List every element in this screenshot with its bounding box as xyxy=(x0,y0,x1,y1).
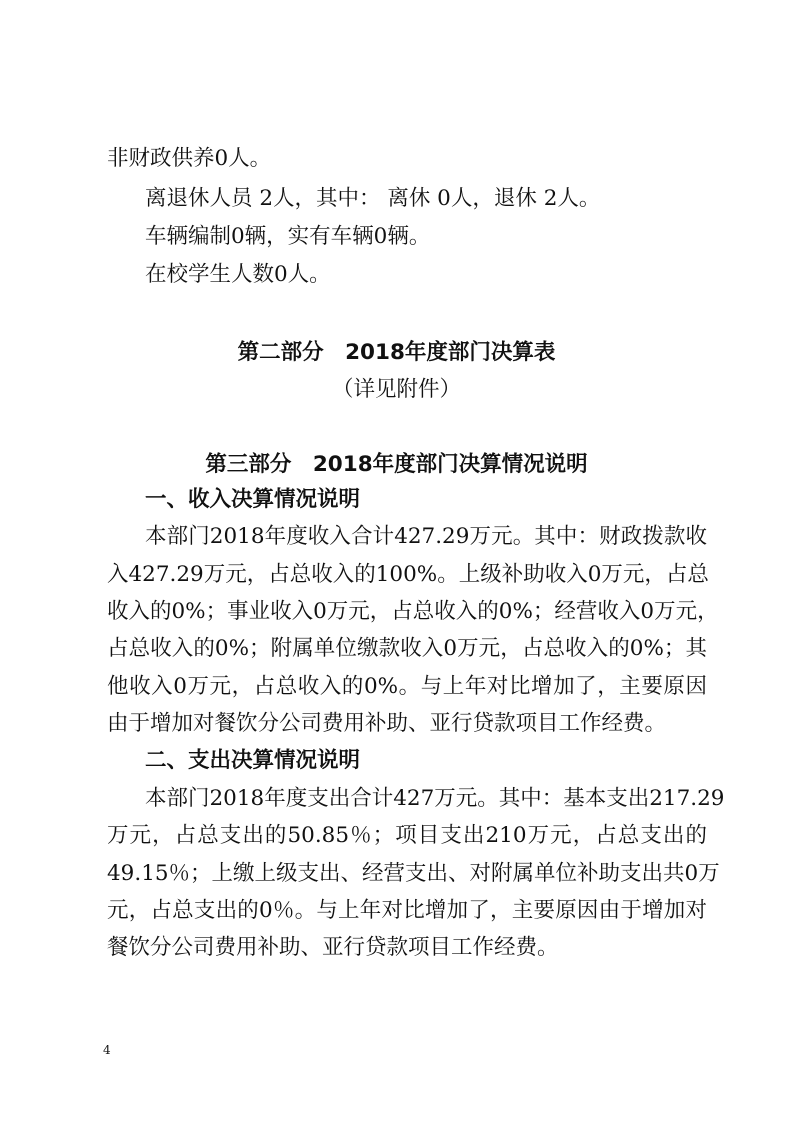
section1-line: 占总收入的0%；附属单位缴款收入0万元，占总收入的0%；其 xyxy=(107,636,707,661)
section1-line: 本部门2018年度收入合计427.29万元。其中：财政拨款收 xyxy=(145,524,707,549)
section2-line: 元，占总支出的0％。与上年对比增加了，主要原因由于增加对 xyxy=(107,898,707,923)
part2-subheading: （详见附件） xyxy=(331,377,461,402)
section2-line: 49.15％；上缴上级支出、经营支出、对附属单位补助支出共0万 xyxy=(107,861,720,886)
section1-heading: 一、收入决算情况说明 xyxy=(145,487,361,512)
text-line: 离退休人员 2人，其中： 离休 0人，退休 2人。 xyxy=(145,186,601,211)
part2-heading: 第二部分 2018年度部门决算表 xyxy=(237,340,556,365)
section2-line: 餐饮分公司费用补助、亚行贷款项目工作经费。 xyxy=(107,935,559,960)
section1-line: 他收入0万元，占总收入的0%。与上年对比增加了，主要原因 xyxy=(107,674,707,699)
part3-heading: 第三部分 2018年度部门决算情况说明 xyxy=(205,452,588,477)
section1-line: 由于增加对餐饮分公司费用补助、亚行贷款项目工作经费。 xyxy=(107,711,667,736)
section2-line: 万元，占总支出的50.85％；项目支出210万元，占总支出的 xyxy=(107,823,707,848)
text-line: 在校学生人数0人。 xyxy=(145,262,331,287)
section2-line: 本部门2018年度支出合计427万元。其中：基本支出217.29 xyxy=(145,786,725,811)
page-number: 4 xyxy=(103,1043,111,1057)
text-line: 车辆编制0辆，实有车辆0辆。 xyxy=(145,224,431,249)
text-line: 非财政供养0人。 xyxy=(107,146,272,171)
section2-heading: 二、支出决算情况说明 xyxy=(145,748,361,773)
section1-line: 入427.29万元，占总收入的100%。上级补助收入0万元，占总 xyxy=(107,562,709,587)
section1-line: 收入的0%；事业收入0万元，占总收入的0%；经营收入0万元， xyxy=(107,599,719,624)
